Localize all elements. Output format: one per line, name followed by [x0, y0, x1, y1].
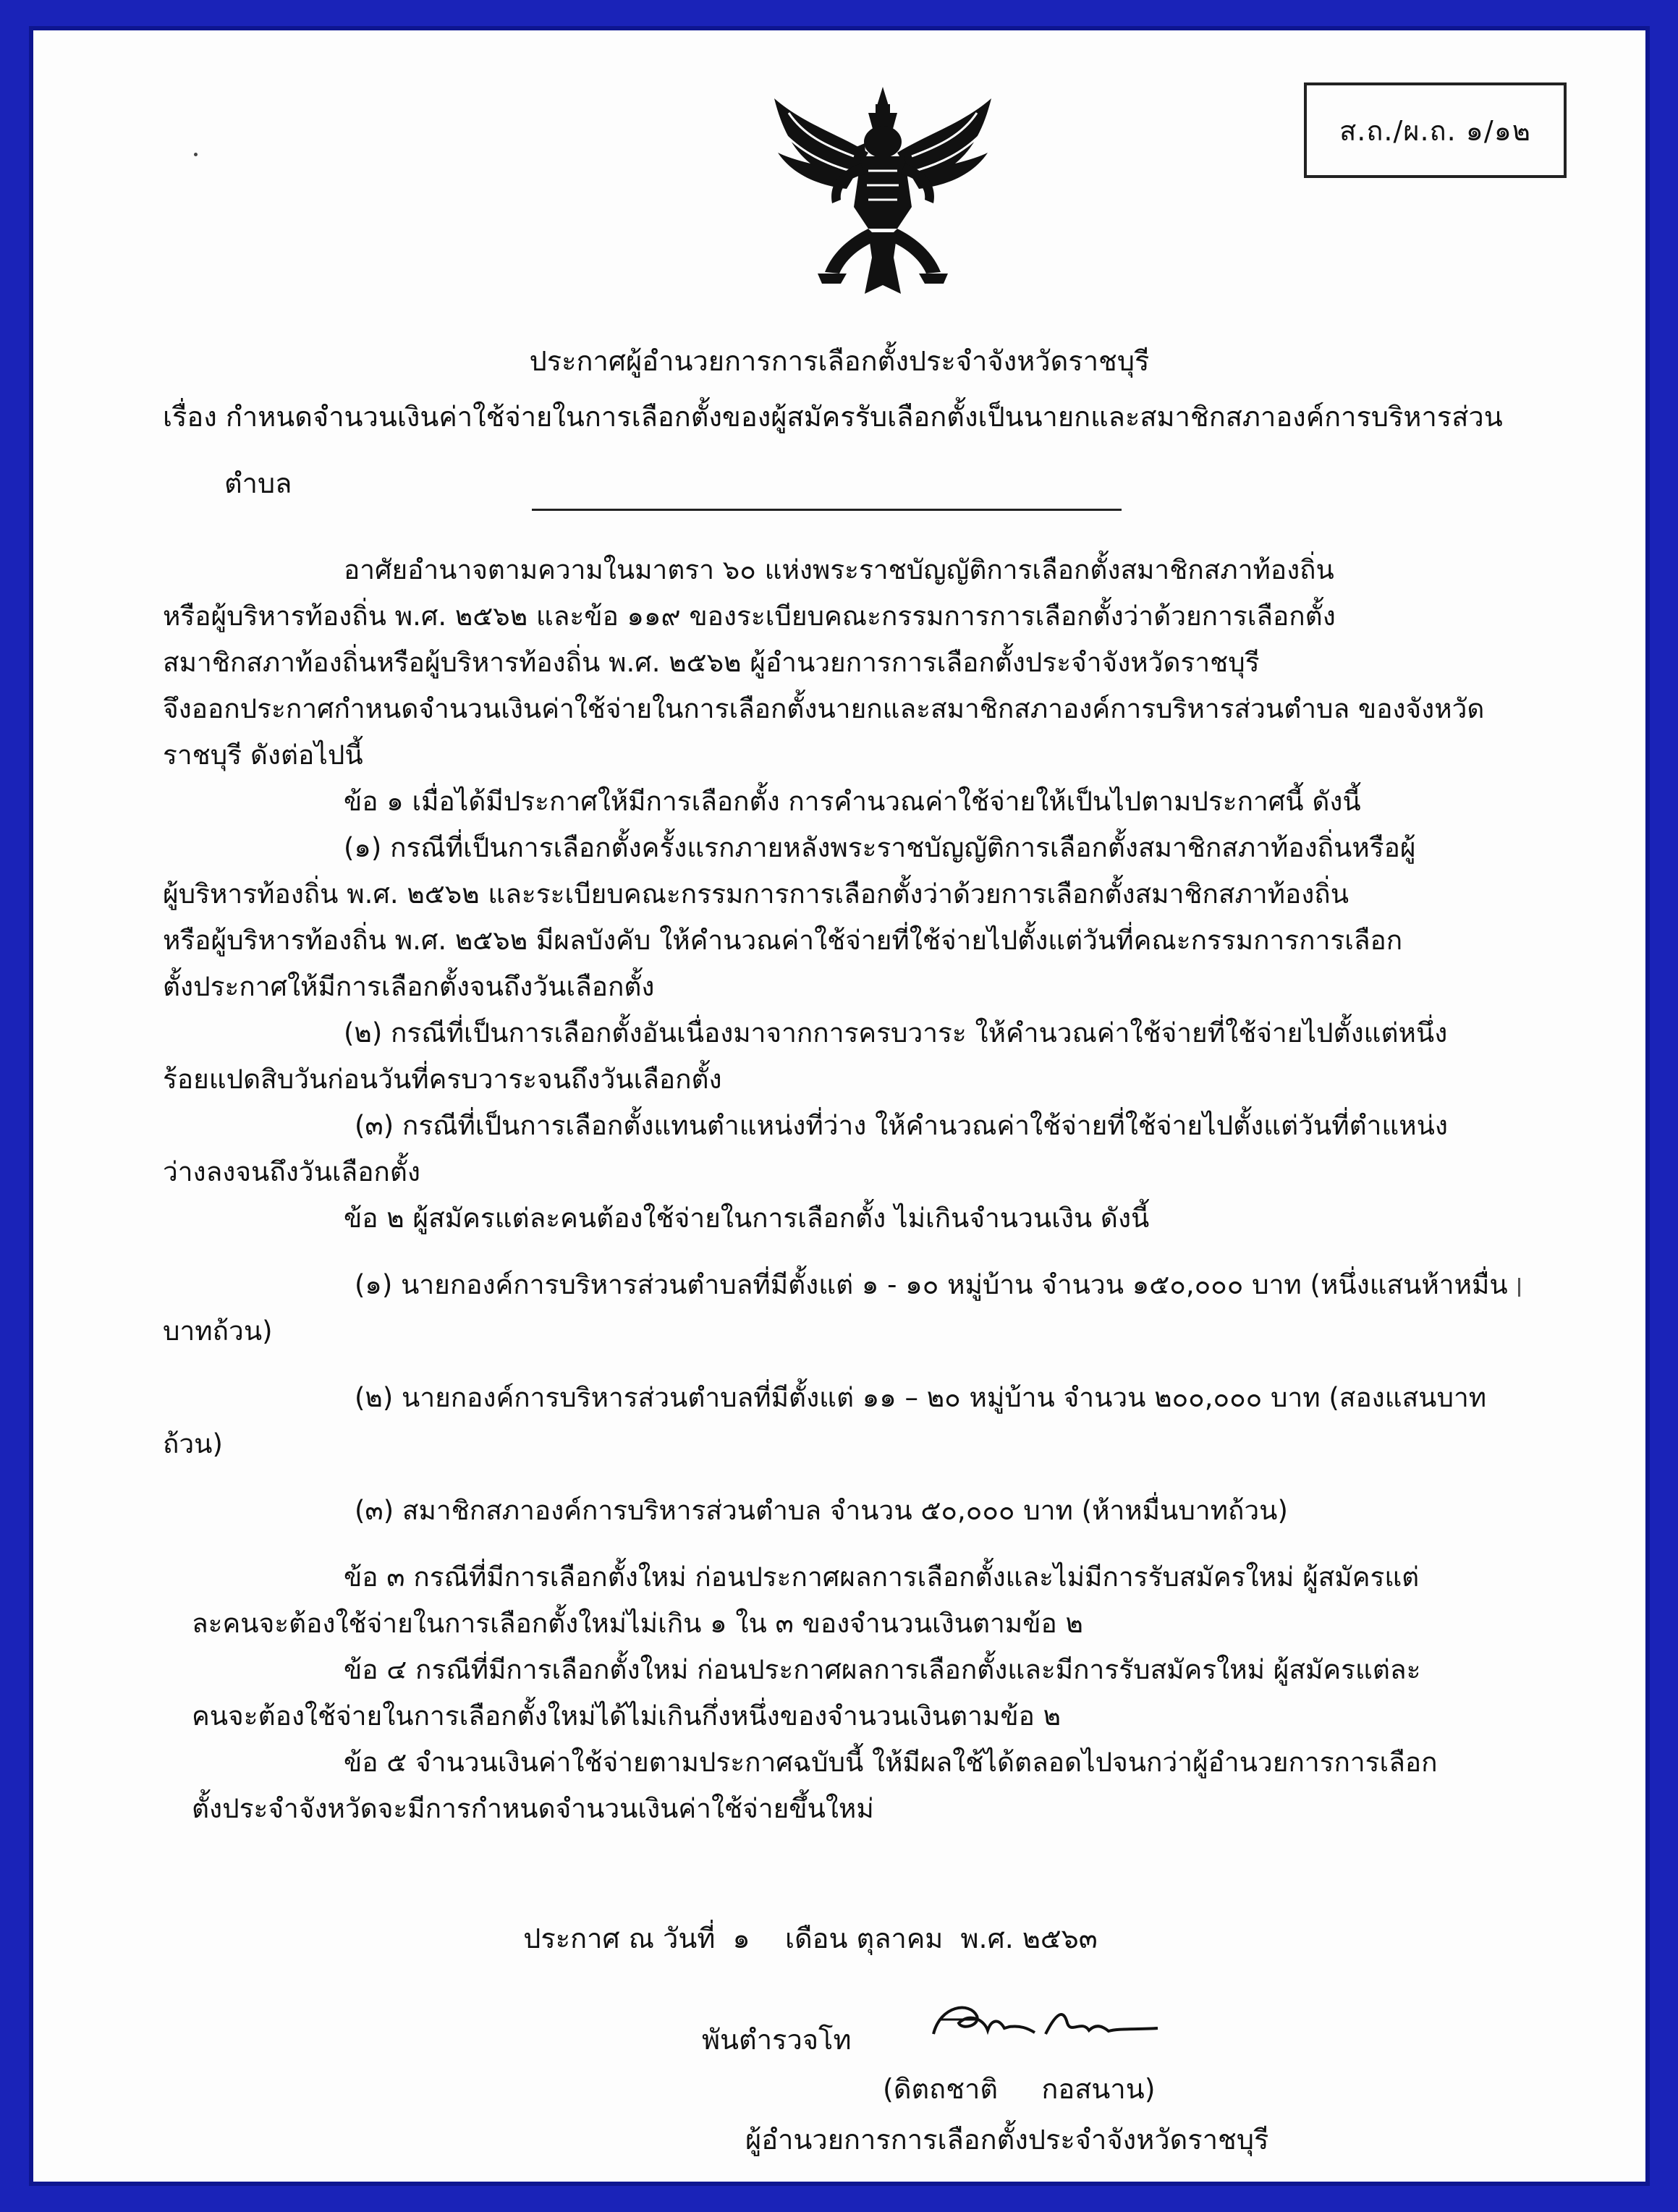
document-page — [29, 26, 1650, 2186]
clause-3 — [163, 1554, 1603, 1647]
preamble-line: ราชบุรี ดังต่อไปนี้ — [163, 740, 363, 771]
clause-2-lead: ข้อ ๒ ผู้สมัครแต่ละคนต้องใช้จ่ายในการเลือกตั้ง ไม่เกินจำนวนเงิน ดังนี้ — [344, 1203, 1150, 1234]
clause-4 — [163, 1647, 1603, 1739]
clause-1-item-1-line: ผู้บริหารท้องถิ่น พ.ศ. ๒๕๖๒ และระเบียบคณะกรรมการการเลือกตั้งว่าด้วยการเลือกตั้งสมาชิกสภาท้องถิ่น — [163, 878, 1349, 910]
clause-2-item-2-line: ถ้วน) — [163, 1428, 223, 1459]
garuda-emblem-icon — [760, 84, 1006, 301]
subject-prefix: เรื่อง — [163, 401, 217, 433]
announcement-subject — [163, 384, 1581, 517]
clause-1-item-2-line: (๒) กรณีที่เป็นการเลือกตั้งอันเนื่องมาจากการครบวาระ ให้คำนวณค่าใช้จ่ายที่ใช้จ่ายไปตั้งแต่หนึ่ง — [344, 1017, 1448, 1048]
clause-1-item-2-line: ร้อยแปดสิบวันก่อนวันที่ครบวาระจนถึงวันเลือกตั้ง — [163, 1064, 722, 1095]
clause-1-item-1-line: (๑) กรณีที่เป็นการเลือกตั้งครั้งแรกภายหลังพระราชบัญญัติการเลือกตั้งสมาชิกสภาท้องถิ่นหรือผู้ — [344, 832, 1416, 863]
clause-2-item-3: (๓) สมาชิกสภาองค์การบริหารส่วนตำบล จำนวน ๕๐,๐๐๐ บาท (ห้าหมื่นบาทถ้วน) — [355, 1495, 1288, 1526]
announcement-body — [163, 547, 1603, 1832]
subject-line-1: กำหนดจำนวนเงินค่าใช้จ่ายในการเลือกตั้งของผู้สมัครรับเลือกตั้งเป็นนายกและสมาชิกสภาองค์การบริหารส่วน — [225, 401, 1503, 433]
clause-2-item-1-line: (๑) นายกองค์การบริหารส่วนตำบลที่มีตั้งแต่ ๑ - ๑๐ หมู่บ้าน จำนวน ๑๕๐,๐๐๐ บาท (หนึ่งแสนห้าหมื่น — [355, 1269, 1508, 1300]
clause-1 — [163, 779, 1603, 1195]
clause-1-item-3-line: (๓) กรณีที่เป็นการเลือกตั้งแทนตำแหน่งที่ว่าง ให้คำนวณค่าใช้จ่ายที่ใช้จ่ายไปตั้งแต่วันที่ตำแหน่ง — [355, 1110, 1448, 1141]
clause-1-item-1-line: ตั้งประกาศให้มีการเลือกตั้งจนถึงวันเลือกตั้ง — [163, 971, 655, 1002]
clause-1-lead: ข้อ ๑ เมื่อได้มีประกาศให้มีการเลือกตั้ง การคำนวณค่าใช้จ่ายให้เป็นไปตามประกาศนี้ ดังนี้ — [344, 786, 1361, 817]
subject-line-2: ตำบล — [224, 467, 292, 499]
heading-divider — [532, 509, 1122, 511]
clause-1-item-1-line: หรือผู้บริหารท้องถิ่น พ.ศ. ๒๕๖๒ มีผลบังคับ ให้คำนวณค่าใช้จ่ายที่ใช้จ่ายไปตั้งแต่วันที่คณะกรรมการการเลือก — [163, 925, 1403, 956]
clause-5-line: ข้อ ๕ จำนวนเงินค่าใช้จ่ายตามประกาศฉบับนี้ ให้มีผลใช้ได้ตลอดไปจนกว่าผู้อำนวยการการเลือก — [344, 1747, 1438, 1778]
clause-3-line: ข้อ ๓ กรณีที่มีการเลือกตั้งใหม่ ก่อนประกาศผลการเลือกตั้งและไม่มีการรับสมัครใหม่ ผู้สมัครแต่ — [344, 1561, 1420, 1593]
clause-2 — [163, 1195, 1603, 1534]
preamble-line: จึงออกประกาศกำหนดจำนวนเงินค่าใช้จ่ายในการเลือกตั้งนายกและสมาชิกสภาองค์การบริหารส่วนตำบล ของจังหวัด — [163, 693, 1485, 724]
signatory-name: (ดิตถชาติ กอสนาน) — [883, 2073, 1156, 2105]
clause-5 — [163, 1739, 1603, 1832]
announcement-heading: ประกาศผู้อำนวยการการเลือกตั้งประจำจังหวัดราชบุรี — [529, 345, 1150, 377]
clause-4-line: ข้อ ๔ กรณีที่มีการเลือกตั้งใหม่ ก่อนประกาศผลการเลือกตั้งและมีการรับสมัครใหม่ ผู้สมัครแต่ละ — [344, 1654, 1421, 1685]
scan-speck — [194, 153, 198, 156]
preamble-line: สมาชิกสภาท้องถิ่นหรือผู้บริหารท้องถิ่น พ.ศ. ๒๕๖๒ ผู้อำนวยการการเลือกตั้งประจำจังหวัดราชบุรี — [163, 647, 1260, 678]
clause-1-item-3-line: ว่างลงจนถึงวันเลือกตั้ง — [163, 1156, 420, 1187]
clause-2-item-1-line: บาทถ้วน) — [163, 1315, 273, 1347]
document-reference-box — [1304, 82, 1567, 178]
preamble-line: หรือผู้บริหารท้องถิ่น พ.ศ. ๒๕๖๒ และข้อ ๑๑๙ ของระเบียบคณะกรรมการการเลือกตั้งว่าด้วยการเลือกตั้ง — [163, 601, 1336, 632]
document-reference-number: ส.ถ./ผ.ถ. ๑/๑๒ — [1339, 114, 1531, 147]
handwritten-signature — [919, 1991, 1165, 2056]
clause-5-line: ตั้งประจำจังหวัดจะมีการกำหนดจำนวนเงินค่าใช้จ่ายขึ้นใหม่ — [192, 1793, 874, 1824]
preamble-line: อาศัยอำนาจตามความในมาตรา ๖๐ แห่งพระราชบัญญัติการเลือกตั้งสมาชิกสภาท้องถิ่น — [344, 554, 1334, 585]
clause-4-line: คนจะต้องใช้จ่ายในการเลือกตั้งใหม่ได้ไม่เกินกึ่งหนึ่งของจำนวนเงินตามข้อ ๒ — [192, 1700, 1061, 1732]
clause-2-item-2-line: (๒) นายกองค์การบริหารส่วนตำบลที่มีตั้งแต่ ๑๑ – ๒๐ หมู่บ้าน จำนวน ๒๐๐,๐๐๐ บาท (สองแสนบาท — [355, 1382, 1487, 1413]
announcement-date: ประกาศ ณ วันที่ ๑ เดือน ตุลาคม พ.ศ. ๒๕๖๓ — [523, 1923, 1098, 1954]
clause-3-line: ละคนจะต้องใช้จ่ายในการเลือกตั้งใหม่ไม่เกิน ๑ ใน ๓ ของจำนวนเงินตามข้อ ๒ — [192, 1608, 1083, 1639]
signatory-title: ผู้อำนวยการการเลือกตั้งประจำจังหวัดราชบุรี — [745, 2124, 1269, 2156]
preamble-paragraph — [163, 547, 1603, 779]
signatory-rank: พันตำรวจโท — [702, 2024, 852, 2056]
